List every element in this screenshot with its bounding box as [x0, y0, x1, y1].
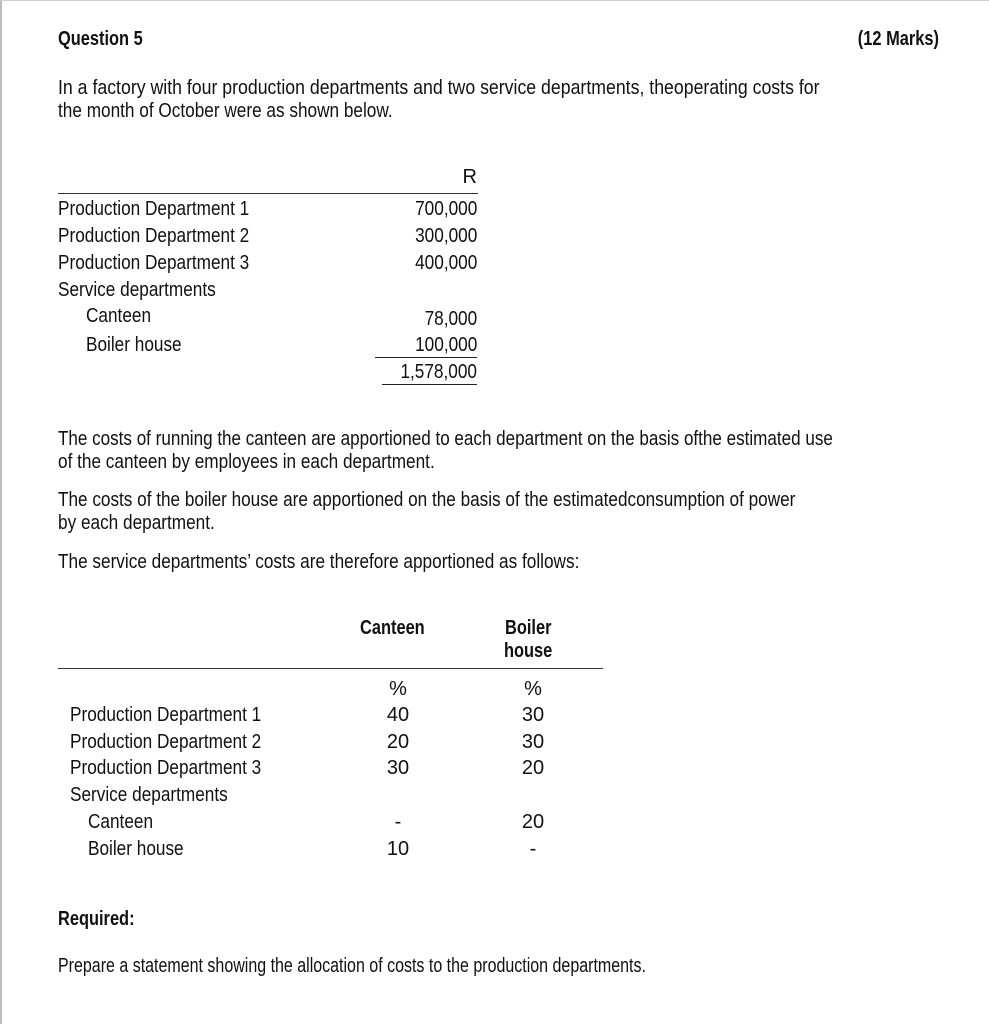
cost-row-label: Boiler house: [86, 334, 182, 356]
boiler-percent: 30: [521, 704, 545, 726]
apportion-row-label: Production Department 3: [70, 757, 262, 779]
page-top-border: [0, 0, 989, 1]
therefore-paragraph: The service departments’ costs are therefore apportioned as follows:: [58, 551, 580, 573]
boiler-percent: 20: [521, 811, 545, 833]
required-heading: Required:: [58, 908, 135, 930]
canteen-percent: 30: [386, 757, 410, 779]
boiler-percent: 30: [521, 731, 545, 753]
canteen-percent: 10: [386, 838, 410, 860]
apportionment-table-rule: [58, 668, 603, 669]
cost-row-value: 100,000: [375, 334, 477, 358]
cost-table-rule: [58, 193, 478, 194]
apportion-row-label: Production Department 2: [70, 731, 262, 753]
canteen-percent: -: [394, 811, 402, 833]
boiler-column-header-line1: Boiler: [504, 617, 552, 639]
boiler-percent: 20: [521, 757, 545, 779]
cost-row-value: 78,000: [424, 308, 477, 330]
apportion-row-label: Production Department 1: [70, 704, 262, 726]
apportion-row-label: Service departments: [70, 784, 228, 806]
question-title: Question 5: [58, 28, 143, 50]
cost-row-label: Production Department 2: [58, 225, 250, 247]
cost-row-label: Production Department 3: [58, 252, 250, 274]
currency-header: R: [462, 166, 477, 188]
cost-row-value: 700,000: [414, 198, 477, 220]
cost-row-label: Canteen: [86, 305, 152, 327]
cost-row-value: 300,000: [414, 225, 477, 247]
cost-row-label: Service departments: [58, 279, 216, 301]
boiler-percent: -: [529, 838, 537, 860]
apportion-row-label: Boiler house: [88, 838, 184, 860]
boiler-paragraph: The costs of the boiler house are apportioned on the basis of the estimatedconsumption of power by each department.: [58, 489, 796, 534]
canteen-unit: %: [389, 678, 407, 700]
boiler-column-header-line2: house: [503, 640, 552, 662]
intro-paragraph: In a factory with four production departments and two service departments, theoperating costs for the month of October were as shown below.: [58, 77, 820, 122]
apportion-row-label: Canteen: [88, 811, 154, 833]
boiler-unit: %: [524, 678, 542, 700]
cost-row-label: Production Department 1: [58, 198, 250, 220]
question-marks: (12 Marks): [857, 28, 939, 50]
cost-total: 1,578,000: [382, 361, 477, 385]
canteen-paragraph: The costs of running the canteen are apportioned to each department on the basis ofthe estimated use of the canteen by employees in each department.: [58, 428, 833, 473]
canteen-percent: 40: [386, 704, 410, 726]
cost-row-value: 400,000: [414, 252, 477, 274]
required-text: Prepare a statement showing the allocation of costs to the production departments.: [58, 955, 646, 977]
canteen-column-header: Canteen: [359, 617, 425, 639]
page-left-border: [0, 0, 2, 1024]
canteen-percent: 20: [386, 731, 410, 753]
